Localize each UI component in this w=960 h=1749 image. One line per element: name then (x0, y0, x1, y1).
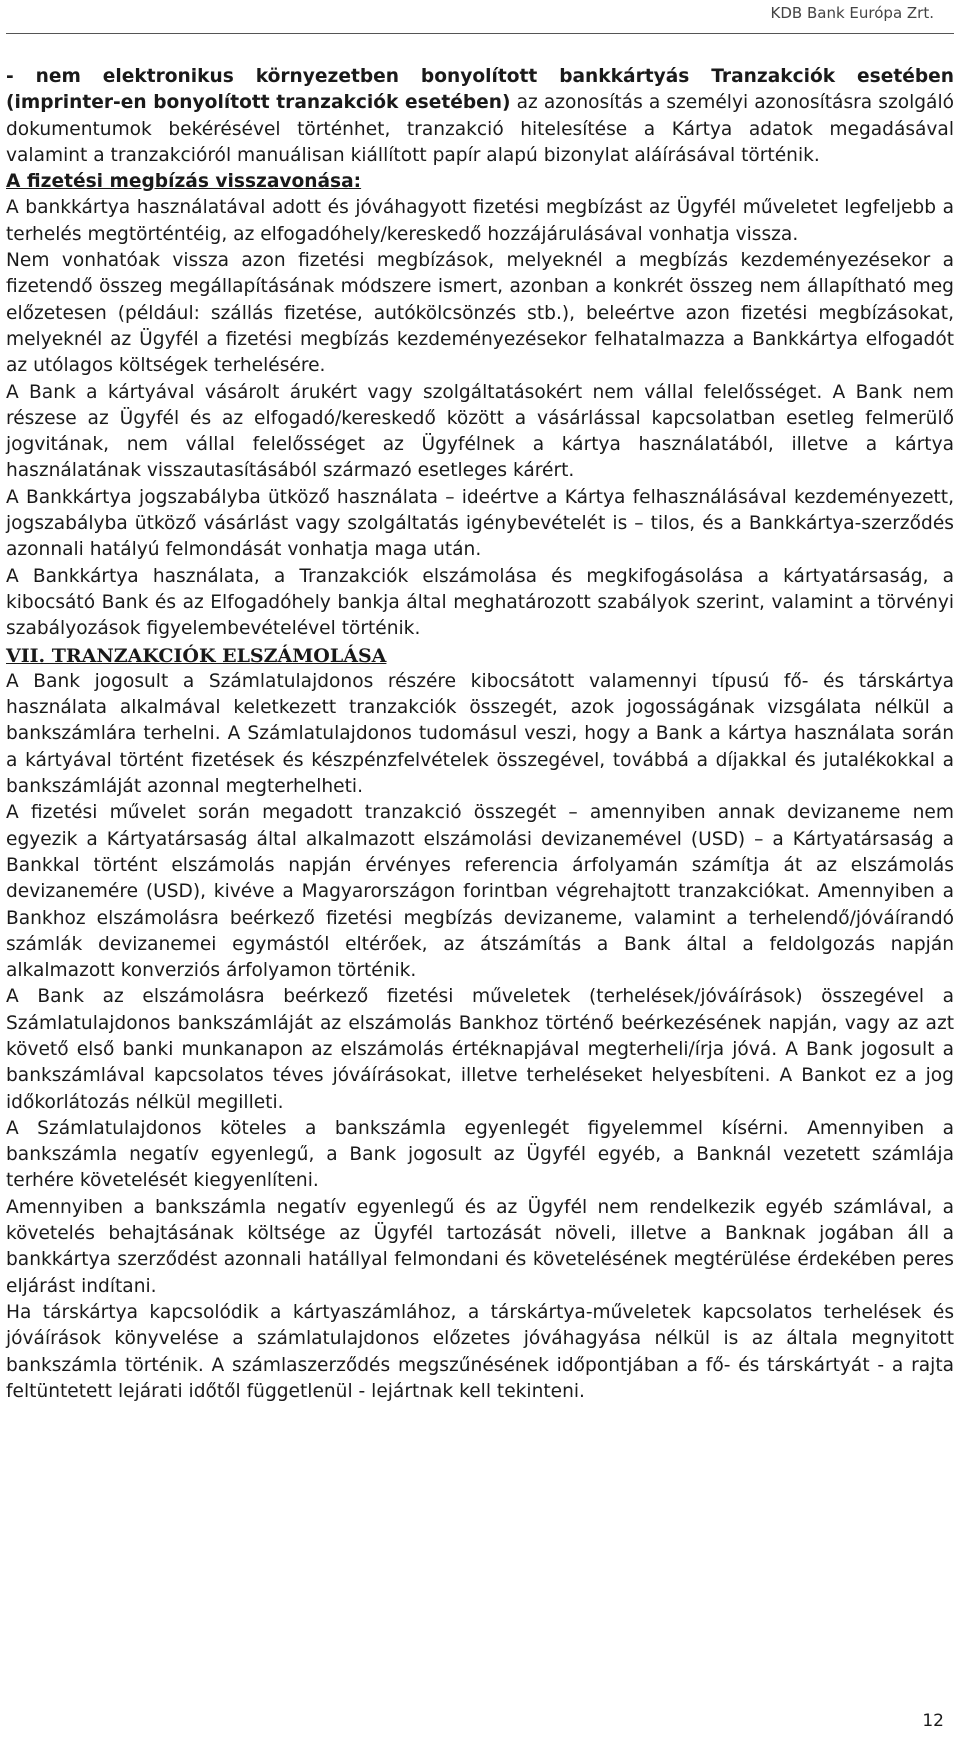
section-paragraph: Amennyiben a bankszámla negatív egyenlegű és az Ügyfél nem rendelkezik egyéb számlával, a követelés behajtásának költsége az Ügyfél tartozását növeli, illetve a Banknak jogában áll a bankkártya szerződést azonnali hatállyal felmondani és követelésének megtérülése érdekében peres eljárást indítani. (6, 1196, 954, 1297)
revocation-heading: A fizetési megbízás visszavonása: (6, 171, 362, 193)
revocation-paragraph: A Bank a kártyával vásárolt árukért vagy szolgáltatásokért nem vállal felelősséget. A Bank nem részese az Ügyfél és az elfogadó/kereskedő között a vásárlással kapcsolatban esetleg felmerülő jogvitának, nem vállal felelősséget az Ügyfélnek a kártya használatából, illetve a kártya használatának visszautasításából származó esetleges kárért. (6, 381, 954, 482)
revocation-paragraph: Nem vonhatóak vissza azon fizetési megbízások, melyeknél a megbízás kezdeményezésekor a fizetendő összeg megállapításának módszere ismert, azonban a konkrét összeg nem állapítható meg előzetesen (például: szállás fizetése, autókölcsönzés stb.), beleértve azon fizetési megbízásokat, melyeknél az Ügyfél a fizetési megbízás kezdeményezésekor felhatalmazza a Bankkártya elfogadót az utólagos költségek terhelésére. (6, 250, 954, 377)
page-number: 12 (922, 1711, 944, 1731)
intro-paragraph (6, 64, 954, 169)
revocation-paragraph: A Bankkártya jogszabályba ütköző használata – ideértve a Kártya felhasználásával kezdeményezett, jogszabályba ütköző vásárlást vagy szolgáltatás igénybevételét is – tilos, és a Bankkártya-szerződés azonnali hatályú felmondását vonhatja maga után. (6, 486, 954, 561)
section-paragraph: A Számlatulajdonos köteles a bankszámla egyenlegét figyelemmel kísérni. Amennyiben a bankszámla negatív egyenlegű, a Bank jogosult az Ügyfél egyéb, a Banknál vezetett számlája terhére követelését kiegyenlíteni. (6, 1117, 954, 1192)
document-body (6, 64, 954, 1405)
section-paragraph: A Bank az elszámolásra beérkező fizetési műveletek (terhelések/jóváírások) összegével a Számlatulajdonos bankszámláját az elszámolás Bankhoz történő beérkezésének napján, vagy az azt követő első banki munkanapon az elszámolás értéknapjával megterheli/írja jóvá. A Bank jogosult a bankszámlával kapcsolatos téves jóváírásokat, illetve terheléseket helyesbíteni. A Bankot ez a jog időkorlátozás nélkül megilleti. (6, 986, 954, 1113)
intro-text: az azonosítás a személyi azonosításra szolgáló dokumentumok bekérésével történhet, tranzakció hitelesítése a Kártya adatok megadásával valamint a tranzakcióról manuálisan kiállított papír alapú bizonylat aláírásával történik. (6, 92, 954, 166)
section-paragraph: A fizetési művelet során megadott tranzakció összegét – amennyiben annak devizaneme nem egyezik a Kártyatársaság által alkalmazott elszámolási devizanemével (USD) – a Kártyatársaság a Bankkal történt elszámolás napján érvényes referencia árfolyamán számítja át az elszámolás devizanemére (USD), kivéve a Magyarországon forintban végrehajtott tranzakciókat. Amennyiben a Bankhoz elszámolásra beérkező fizetési megbízás devizaneme, valamint a terhelendő/jóváírandó számlák devizanemei egymástól eltérőek, az átszámítás a Bank által a feldolgozás napján alkalmazott konverziós árfolyamon történik. (6, 802, 954, 982)
section-heading: VII. TRANZAKCIÓK ELSZÁMOLÁSA (6, 644, 387, 667)
intro-bold-lead: - nem elektronikus környezetben bonyolított bankkártyás Tranzakciók esetében (imprinter-en bonyolított tranzakciók esetében) (6, 66, 954, 114)
section-paragraph: Ha társkártya kapcsolódik a kártyaszámlához, a társkártya-műveletek kapcsolatos terhelések és jóváírások könyvelése a számlatulajdonos előzetes jóváhagyása nélkül is az általa megnyitott bankszámla történik. A számlaszerződés megszűnésének időpontjában a fő- és társkártyát - a rajta feltüntetett lejárati időtől függetlenül - lejártnak kell tekinteni. (6, 1301, 954, 1402)
revocation-paragraph: A bankkártya használatával adott és jóváhagyott fizetési megbízást az Ügyfél műveletet legfeljebb a terhelés megtörténtéig, az elfogadóhely/kereskedő hozzájárulásával vonhatja vissza. (6, 197, 954, 245)
section-paragraph: A Bank jogosult a Számlatulajdonos részére kibocsátott valamennyi típusú fő- és társkártya használata alkalmával keletkezett tranzakciók összegét, azok jogosságának vizsgálata nélkül a bankszámlára terhelni. A Számlatulajdonos tudomásul veszi, hogy a Bank a kártya használata során a kártyával történt fizetések és készpénzfelvételek összegével, továbbá a díjakkal és jutalékokkal a bankszámláját azonnal megterhelheti. (6, 670, 954, 798)
revocation-paragraph: A Bankkártya használata, a Tranzakciók elszámolása és megkifogásolása a kártyatársaság, a kibocsátó Bank és az Elfogadóhely bankja által meghatározott szabályok szerint, valamint a törvényi szabályozások figyelembevételével történik. (6, 565, 954, 640)
header-divider (6, 33, 954, 34)
header-company-name: KDB Bank Európa Zrt. (770, 4, 934, 22)
